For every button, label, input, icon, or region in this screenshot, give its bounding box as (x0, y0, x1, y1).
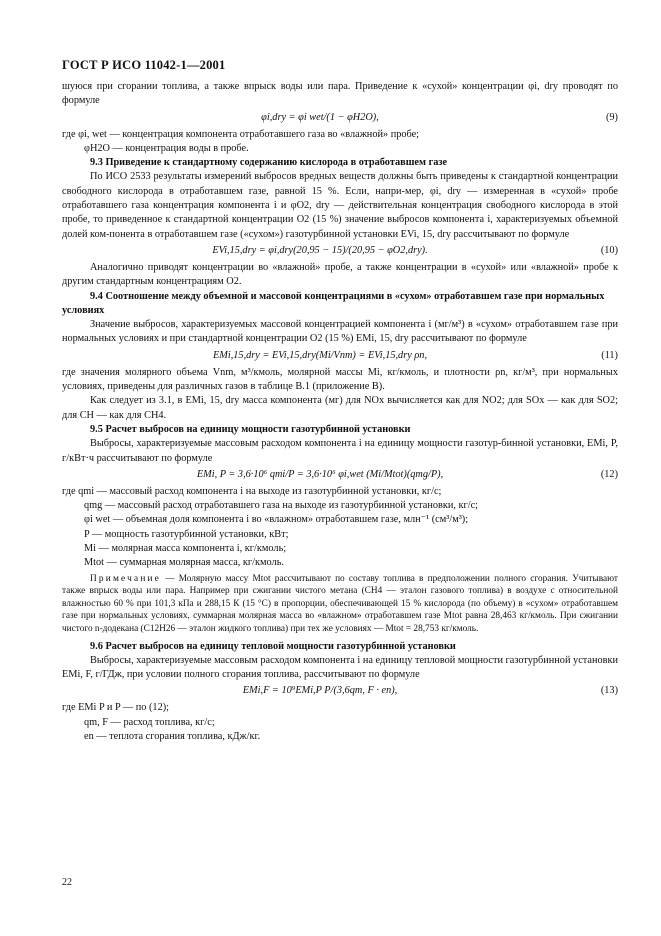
equation-12-formula: EMi, P = 3,6·10⁶ qmi/P = 3,6·10⁶ φi,wet (Mi/Mtot)(qmg/P), (196, 468, 444, 480)
note-text: — Молярную массу Mtot рассчитывают по составу топлива в предположении полного сгорания. Учитывают также впрыск воды или пара. Например при сжигании чистого метана (CH4 — эталон газового топлива) в воздухе с относительной влажностью 60 % при 101,3 кПа и 288,15 К (15 °C) в пропорции, обеспечивающей 15 % кислорода (по объему) в «сухом» отработавшем газе при нормальных условиях, суммарная молярная масса во «влажном» отработавшем газе Mtot равна 28,463 кг/кмоль. При сжигании чистого n-додекана (C12H26 — эталон жидкого топлива) при тех же условиях — Mtot = 28,753 кг/кмоль. (62, 573, 618, 634)
definition-line: φi wet — объемная доля компонента i во «влажном» отработавшем газе, млн⁻¹ (см³/м³); (84, 514, 469, 526)
definition-line: qm, F — расход топлива, кг/с; (84, 716, 215, 728)
section-heading-9-3: 9.3 Приведение к стандартному содержанию кислорода в отработавшем газе (90, 157, 448, 169)
definition-line: qmg — массовый расход отработавшего газа на выходе из газотурбинной установки, кг/с; (84, 500, 479, 512)
section-heading-9-4: 9.4 Соотношение между объемной и массовой концентрациями в «сухом» отработавшем газе при нормальных условиях (62, 290, 605, 316)
definition-line: P — мощность газотурбинной установки, кВт; (84, 528, 289, 540)
paragraph-9-6: Выбросы, характеризуемые массовым расходом компонента i на единицу тепловой мощности газотурбинной установки EMi, F, г/ГДж, при условии полного сгорания топлива, рассчитывают по формуле (62, 654, 618, 681)
definition-line: где φi, wet — концентрация компонента отработавшего газа во «влажной» пробе; (62, 128, 420, 140)
note-block (62, 573, 618, 636)
page-number: 22 (62, 877, 72, 888)
equation-12-number: (12) (600, 468, 618, 480)
equation-13-formula: EMi,F = 10⁹EMi,P P/(3,6qm, F · en), (242, 685, 398, 697)
paragraph-9-4: Значение выбросов, характеризуемых массовой концентрацией компонента i (мг/м³) в «сухом» отработавшем газе при нормальных условиях и при стандартной концентрации O2 (15 %) EMi, 15, dry рассчитывают по формуле (62, 319, 618, 345)
document-body (62, 80, 618, 744)
section-heading-9-6: 9.6 Расчет выбросов на единицу тепловой мощности газотурбинной установки (90, 640, 456, 652)
definition-line: где EMi P и P — по (12); (62, 702, 170, 714)
equation-11 (62, 349, 618, 364)
page-header: ГОСТ Р ИСО 11042-1—2001 (62, 58, 226, 72)
definition-line: en — теплота сгорания топлива, кДж/кг. (84, 731, 261, 743)
paragraph-9-3-b: Аналогично приводят концентрации во «влажной» пробе, а также концентрации в «сухой» или «влажной» пробе к другим стандартным концентрациям O2. (62, 261, 618, 288)
equation-11-number: (11) (601, 349, 618, 361)
equation-9 (62, 111, 618, 126)
paragraph-9-5: Выбросы, характеризуемые массовым расходом компонента i на единицу мощности газотур-бинной установки, EMi, P, г/кВт·ч рассчитывают по формуле (62, 438, 618, 464)
equation-9-number: (9) (605, 111, 618, 123)
definition-line: Mtot — суммарная молярная масса, кг/кмоль. (84, 557, 284, 569)
equation-13 (62, 684, 618, 699)
equation-11-formula: EMi,15,dry = EVi,15,dry(Mi/Vnm) = EVi,15,dry ρn, (212, 349, 428, 361)
equation-10-number: (10) (600, 244, 618, 256)
equation-9-formula: φi,dry = φi wet/(1 − φH2O), (261, 111, 379, 123)
paragraph-intro: шуюся при сгорании топлива, а также впрыск воды или пара. Приведение к «сухой» концентрации φi, dry проводят по формуле (62, 81, 618, 107)
paragraph-9-4-b: где значения молярного объема Vnm, м³/кмоль, молярной массы Mi, кг/кмоль, и плотности ρn, кг/м³, при нормальных условиях, приведены для различных газов в таблице B.1 (приложение B). (62, 366, 618, 393)
equation-12 (62, 468, 618, 483)
definition-line: где qmi — массовый расход компонента i на выходе из газотурбинной установки, кг/с; (62, 485, 442, 497)
equation-13-number: (13) (600, 685, 618, 697)
paragraph-9-3: По ИСО 2533 результаты измерений выбросов вредных веществ должны быть приведены к стандартной концентрации свободного кислорода в отработавшем газе, равной 15 %. Если, напри-мер, φi, dry — измеренная в «сухой» пробе отработавшего газа концентрация компонента i и φO2, dry — действительная концентрация свободного кислорода в этой пробе, то приведенное к стандартной концентрации O2 (15 %) значение выбросов компонента i, характеризуемых объемной долей ком-понента в отработавшем газе («сухом») газотурбинной установки EVi, 15, dry рассчитывают по формуле (62, 171, 618, 240)
definition-line: φH2O — концентрация воды в пробе. (84, 142, 249, 154)
definition-line: Mi — молярная масса компонента i, кг/кмоль; (84, 543, 287, 555)
equation-10-formula: EVi,15,dry = φi,dry(20,95 − 15)/(20,95 − φO2,dry). (212, 244, 428, 256)
paragraph-9-4-c: Как следует из 3.1, в EMi, 15, dry масса компонента (мг) для NOx вычисляется как для NO2; для SOx — как для SO2; для CH — как для CH4. (62, 395, 618, 421)
note-label: Примечание (90, 573, 161, 584)
equation-10 (62, 244, 618, 259)
section-heading-9-5: 9.5 Расчет выбросов на единицу мощности газотурбинной установки (90, 423, 411, 435)
